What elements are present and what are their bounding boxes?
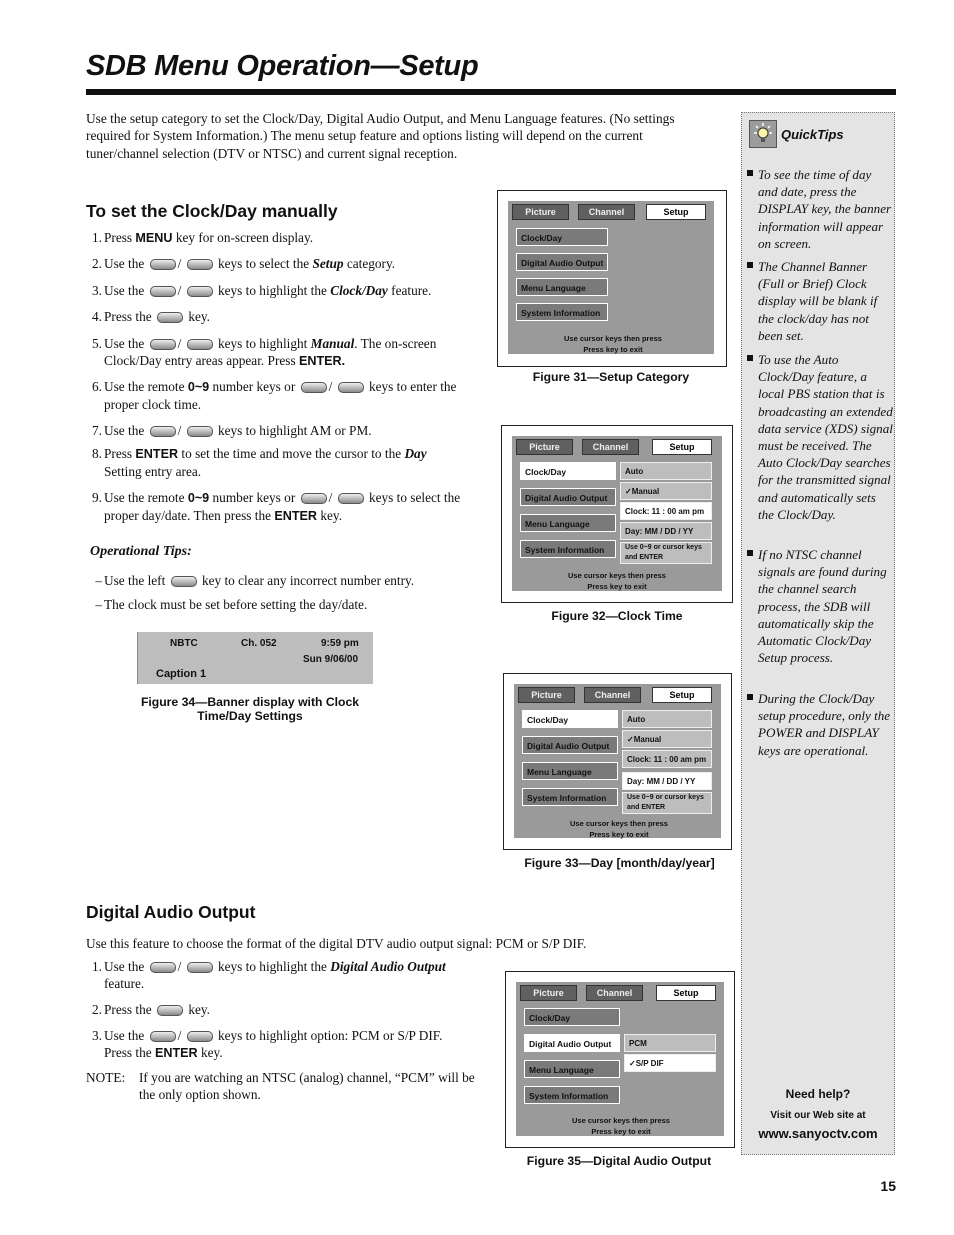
clock-step-8: 8. Press ENTER to set the time and move the cursor to the Day Setting entry area. — [92, 446, 427, 479]
banner-caption: Caption 1 — [156, 668, 207, 680]
quicktip-2: The Channel Banner (Full or Brief) Clock display will be blank if the clock/day has not been set. — [747, 258, 893, 344]
menu-item-system-info: System Information — [520, 540, 616, 558]
menu-item-menu-language: Menu Language — [520, 514, 616, 532]
clock-step-5: 5. Use the / keys to highlight Manual. The on-screen Clock/Day entry areas appear. Press ENTER. — [92, 336, 437, 368]
audio-step-1: 1. Use the / keys to highlight the Digital Audio Output feature. — [92, 959, 446, 991]
tab-setup: Setup — [652, 439, 712, 455]
audio-step-2: 2. Press the key. — [92, 1002, 210, 1017]
audio-heading: Digital Audio Output — [86, 902, 256, 922]
banner-date: Sun 9/06/00 — [303, 654, 359, 665]
left-arrow-key-icon — [171, 576, 197, 587]
tab-channel: Channel — [584, 687, 641, 703]
page-number: 15 — [880, 1178, 896, 1194]
figure-35-audio-screen — [505, 971, 735, 1148]
banner-time: 9:59 pm — [321, 638, 359, 649]
down-arrow-key-icon — [187, 339, 213, 350]
clock-step-7: 7. Use the / keys to highlight AM or PM. — [92, 423, 372, 438]
operational-tip-2: – The clock must be set before setting the day/date. — [95, 597, 368, 612]
up-arrow-key-icon — [301, 382, 327, 393]
figure-31-caption: Figure 31—Setup Category — [532, 370, 690, 384]
option-day: Day: MM / DD / YY — [620, 522, 712, 540]
website-link[interactable]: www.sanyoctv.com — [758, 1126, 878, 1141]
tab-channel: Channel — [586, 985, 643, 1001]
tab-picture: Picture — [518, 687, 575, 703]
menu-help-text: Use cursor keys then press Press key to exit — [570, 819, 668, 839]
menu-item-clock-day: Clock/Day — [524, 1008, 620, 1026]
option-day: Day: MM / DD / YY — [622, 772, 712, 790]
operational-tips-heading: Operational Tips: — [90, 544, 192, 559]
menu-item-system-info: System Information — [522, 788, 618, 806]
menu-item-menu-language: Menu Language — [516, 278, 608, 296]
down-arrow-key-icon — [187, 962, 213, 973]
quicktips-title: QuickTips — [781, 127, 844, 142]
banner-channel: Ch. 052 — [241, 638, 277, 649]
down-arrow-key-icon — [187, 286, 213, 297]
up-arrow-key-icon — [150, 962, 176, 973]
banner-display — [137, 632, 373, 684]
option-auto: Auto — [620, 462, 712, 480]
audio-note: NOTE: If you are watching an NTSC (analog) channel, “PCM” will be the only option shown. — [86, 1070, 475, 1102]
up-arrow-key-icon — [150, 259, 176, 270]
right-arrow-key-icon — [157, 312, 183, 323]
page-title: SDB Menu Operation—Setup — [86, 50, 479, 82]
up-arrow-key-icon — [150, 339, 176, 350]
tab-setup: Setup — [646, 204, 706, 220]
menu-item-digital-audio: Digital Audio Output — [522, 736, 618, 754]
quicktip-5: During the Clock/Day setup procedure, only the POWER and DISPLAY keys are operational. — [747, 690, 893, 759]
figure-35-caption: Figure 35—Digital Audio Output — [526, 1154, 712, 1168]
up-arrow-key-icon — [150, 426, 176, 437]
figure-32-caption: Figure 32—Clock Time — [551, 609, 683, 623]
up-arrow-key-icon — [150, 286, 176, 297]
clock-heading: To set the Clock/Day manually — [86, 201, 338, 221]
tab-picture: Picture — [520, 985, 577, 1001]
tab-channel: Channel — [582, 439, 639, 455]
clock-step-4: 4. Press the key. — [92, 309, 210, 324]
menu-item-digital-audio: Digital Audio Output — [516, 253, 608, 271]
menu-item-clock-day: Clock/Day — [522, 710, 618, 728]
menu-item-digital-audio: Digital Audio Output — [520, 488, 616, 506]
up-arrow-key-icon — [150, 1031, 176, 1042]
operational-tip-1: – Use the left key to clear any incorrect number entry. — [95, 573, 415, 588]
clock-step-2: 2. Use the / keys to select the Setup category. — [92, 256, 396, 271]
clock-step-3: 3. Use the / keys to highlight the Clock/Day feature. — [92, 283, 432, 298]
banner-network: NBTC — [170, 638, 198, 649]
option-manual: ✓Manual — [620, 482, 712, 500]
option-pcm: PCM — [624, 1034, 716, 1052]
audio-intro: Use this feature to choose the format of the digital DTV audio output signal: PCM or S/P DIF. — [86, 936, 587, 951]
menu-help-text: Use cursor keys then press Press key to exit — [568, 571, 666, 591]
figure-32-clock-screen — [501, 425, 733, 603]
menu-item-clock-day: Clock/Day — [516, 228, 608, 246]
quicktip-3: To use the Auto Clock/Day feature, a local PBS station that is broadcasting an extended data service (XDS) signal must be received. The Auto Clock/Day searches for the transmitted signal and automatically sets the Clock/Day. — [747, 351, 893, 523]
down-arrow-key-icon — [338, 382, 364, 393]
clock-step-6: 6. Use the remote 0~9 number keys or / keys to enter the proper clock time. — [92, 379, 457, 412]
tab-picture: Picture — [516, 439, 573, 455]
menu-help-text: Use cursor keys then press Press key to exit — [572, 1116, 670, 1136]
title-rule — [86, 89, 896, 95]
figure-33-caption: Figure 33—Day [month/day/year] — [524, 856, 715, 870]
visit-web-label: Visit our Web site at — [770, 1110, 866, 1121]
figure-33-day-screen — [503, 673, 732, 850]
menu-help-text: Use cursor keys then press Press key to exit — [564, 334, 662, 354]
option-instruction: Use 0~9 or cursor keys and ENTER — [620, 542, 712, 564]
quicktip-4: If no NTSC channel signals are found during the channel search process, the SDB will automatically skip the Automatic Clock/Day Setup process. — [747, 546, 893, 666]
down-arrow-key-icon — [187, 426, 213, 437]
tab-channel: Channel — [578, 204, 635, 220]
tab-setup: Setup — [652, 687, 712, 703]
menu-item-system-info: System Information — [516, 303, 608, 321]
figure-31-setup-screen — [497, 190, 727, 367]
down-arrow-key-icon — [187, 259, 213, 270]
down-arrow-key-icon — [187, 1031, 213, 1042]
option-instruction: Use 0~9 or cursor keys and ENTER — [622, 792, 712, 814]
need-help-label: Need help? — [785, 1087, 851, 1101]
figure-34-caption: Figure 34—Banner display with Clock Time/Day Settings — [140, 695, 360, 723]
right-arrow-key-icon — [157, 1005, 183, 1016]
menu-item-menu-language: Menu Language — [524, 1060, 620, 1078]
clock-step-1: 1. Press MENU key for on-screen display. — [92, 230, 314, 245]
option-spdif: ✓S/P DIF — [624, 1054, 716, 1072]
quicktip-1: To see the time of day and date, press the DISPLAY key, the banner information will appear on screen. — [747, 166, 893, 252]
menu-item-clock-day: Clock/Day — [520, 462, 616, 480]
intro-paragraph: Use the setup category to set the Clock/Day, Digital Audio Output, and Menu Language features. (No settings required for System Information.) The menu setup feature and options listing will depend on the current tuner/channel selection (DTV or NTSC) and current signal reception. — [86, 111, 675, 161]
option-clock-time: Clock: 11 : 00 am pm — [622, 750, 712, 768]
lightbulb-icon — [749, 120, 777, 148]
menu-item-digital-audio: Digital Audio Output — [524, 1034, 620, 1052]
menu-item-system-info: System Information — [524, 1086, 620, 1104]
option-manual: ✓Manual — [622, 730, 712, 748]
audio-step-3: 3. Use the / keys to highlight option: PCM or S/P DIF. Press the ENTER key. — [92, 1028, 443, 1060]
menu-item-menu-language: Menu Language — [522, 762, 618, 780]
down-arrow-key-icon — [338, 493, 364, 504]
option-auto: Auto — [622, 710, 712, 728]
tab-setup: Setup — [656, 985, 716, 1001]
clock-step-9: 9. Use the remote 0~9 number keys or / keys to select the proper day/date. Then press the ENTER key. — [92, 490, 461, 523]
up-arrow-key-icon — [301, 493, 327, 504]
tab-picture: Picture — [512, 204, 569, 220]
option-clock-time: Clock: 11 : 00 am pm — [620, 502, 712, 520]
